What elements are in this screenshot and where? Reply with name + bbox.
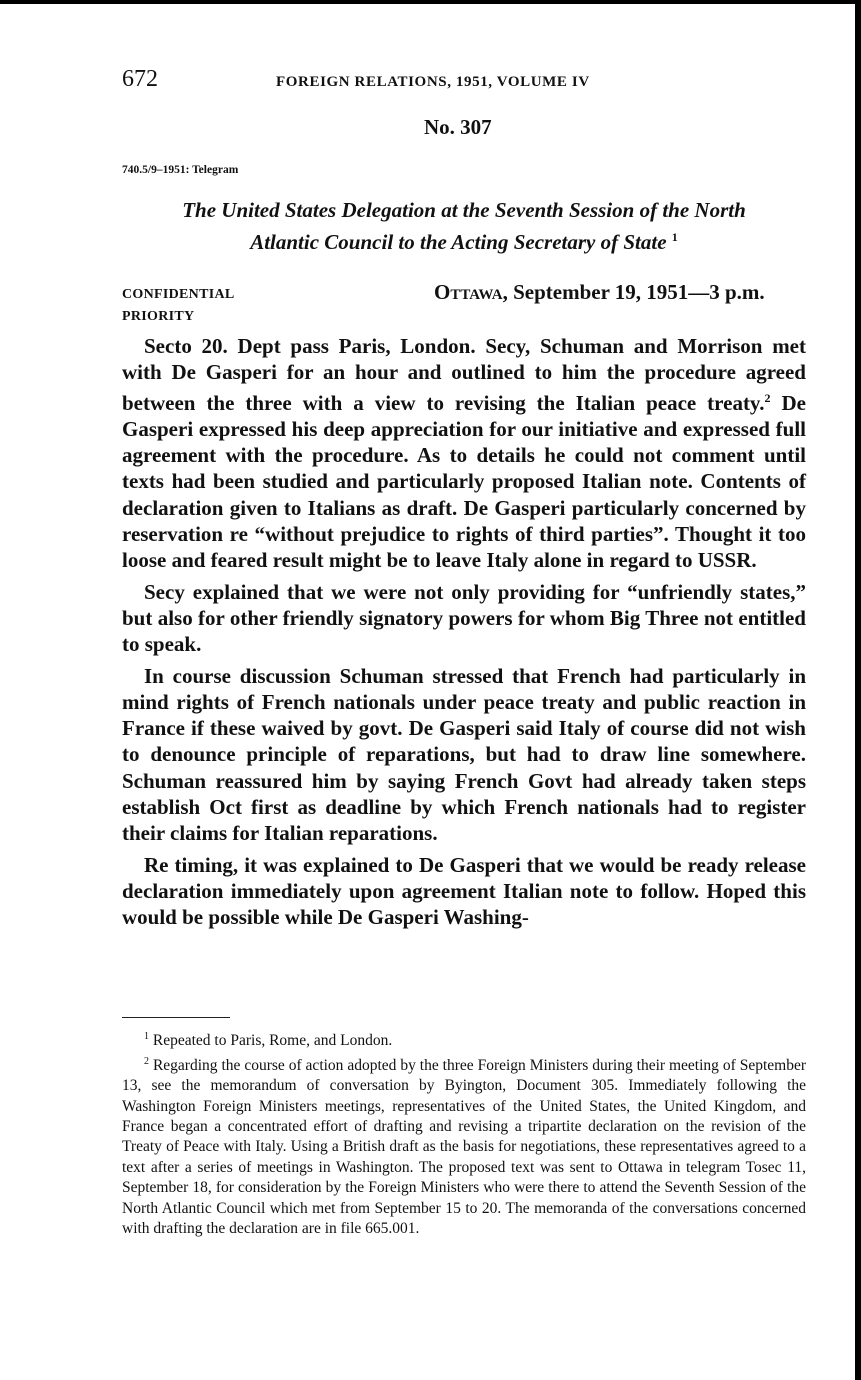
body-paragraph-1 [122,333,806,573]
title-line-1: The United States Delegation at the Seventh Session of the North [182,198,746,222]
footnote-2-mark: 2 [144,1055,149,1067]
classification-block [122,284,235,328]
page-edge-right [855,0,861,1380]
telegram-body [122,333,806,936]
body-paragraph-1-b: De Gasperi expressed his deep appreciation for our initiative and expressed full agreement with the procedure. As to details he could not comment until texts had been studied and particularly proposed Italian note. Contents of declaration given to Italians as draft. De Gasperi particularly concerned by reservation re “without prejudice to rights of third parties”. Thought it too loose and feared result might be to leave Italy alone in regard to USSR. [122,391,806,572]
title-line-2 [122,224,806,256]
title-footnote-mark: 1 [671,230,678,244]
footnotes [122,1027,806,1239]
document-number: No. 307 [424,115,492,139]
running-head: FOREIGN RELATIONS, 1951, VOLUME IV [276,74,590,90]
body-paragraph-2: Secy explained that we were not only providing for “unfriendly states,” but also for other friendly signatory powers for whom Big Three not entitled to speak. [122,579,806,657]
footnote-ref-2: 2 [764,391,771,406]
body-paragraph-4: Re timing, it was explained to De Gasperi that we would be ready release declaration immediately upon agreement Italian note to follow. Hoped this would be possible while De Gasperi Washing- [122,852,806,929]
page-number: 672 [122,66,158,92]
priority-label: PRIORITY [122,309,195,324]
body-paragraph-1-a: Secto 20. Dept pass Paris, London. Secy, Schuman and Morrison met with De Gasperi for an hour and outlined to him the procedure agreed between the three with a view to revising the Italian peace treaty. [122,334,806,416]
title-line-2-text: Atlantic Council to the Acting Secretary of State [250,230,667,254]
dateline-date: September 19, 1951—3 p.m. [513,280,765,304]
footnote-1 [122,1027,806,1052]
document-title [122,197,806,256]
footnote-1-text: Repeated to Paris, Rome, and London. [149,1032,393,1050]
dateline [434,280,765,305]
footnote-2-text: Regarding the course of action adopted by the three Foreign Ministers during their meeting of September 13, see the memorandum of conversation by Byington, Document 305. Immediately following the Washington Foreign Ministers meetings, representatives of the United States, the United Kingdom, and France began a concentrated effort of drafting and revising a tripartite declaration on the revision of the Treaty of Peace with Italy. Using a British draft as the basis for negotiations, these representatives agreed to a text after a series of meetings in Washington. The proposed text was sent to Ottawa in telegram Tosec 11, September 18, for consideration by the Foreign Ministers who were there to attend the Seventh Session of the North Atlantic Council which met from September 15 to 20. The memoranda of the conversations concerned with drafting the declaration are in file 665.001. [122,1056,806,1237]
dateline-place: Ottawa, [434,280,508,304]
file-reference: 740.5/9–1951: Telegram [122,164,239,176]
footnote-2 [122,1052,806,1240]
footnote-divider [122,1017,230,1018]
body-paragraph-3: In course discussion Schuman stressed that French had particularly in mind rights of French nationals under peace treaty and public reaction in France if these waived by govt. De Gasperi said Italy of course did not wish to denounce principle of reparations, but had to draw line somewhere. Schuman reassured him by saying French Govt had already taken steps establish Oct first as deadline by which French nationals had to register their claims for Italian reparations. [122,664,806,845]
classification-label: CONFIDENTIAL [122,287,235,302]
footnote-1-mark: 1 [144,1031,149,1042]
page-edge-top [0,0,861,4]
